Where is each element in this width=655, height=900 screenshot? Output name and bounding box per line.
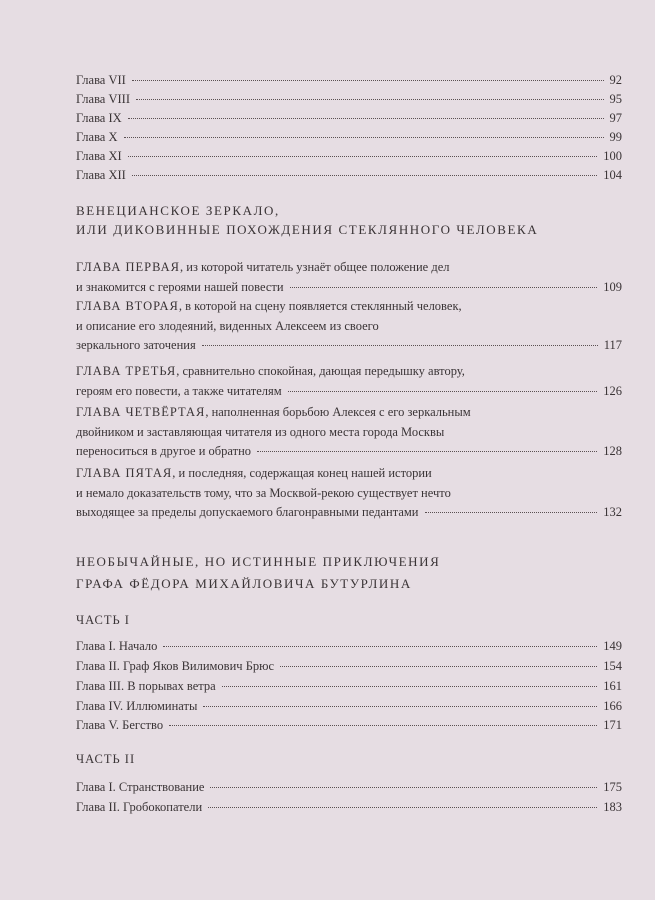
dot-leader xyxy=(203,705,597,707)
chapter-caps: ГЛАВА ЧЕТВЁРТАЯ xyxy=(76,405,206,419)
chapter-caps: ГЛАВА ВТОРАЯ xyxy=(76,299,179,313)
toc-entry xyxy=(76,464,622,523)
dot-leader xyxy=(210,786,597,788)
dot-leader xyxy=(132,174,597,176)
dot-leader xyxy=(163,645,597,647)
dot-leader xyxy=(222,685,598,687)
toc-line xyxy=(76,716,622,735)
toc-line xyxy=(76,109,622,128)
page-number: 175 xyxy=(603,780,622,794)
dot-leader xyxy=(136,98,604,100)
page-number: 161 xyxy=(603,679,622,693)
section-title: ВЕНЕЦИАНСКОЕ ЗЕРКАЛО, xyxy=(76,203,280,218)
toc-line xyxy=(76,166,622,185)
dot-leader xyxy=(128,117,604,119)
dot-leader xyxy=(425,511,598,513)
chapter-title: Глава VII xyxy=(76,73,126,87)
dot-leader xyxy=(124,136,604,138)
toc-entry xyxy=(76,297,622,356)
dot-leader xyxy=(257,450,597,452)
chapter-title: Глава IV. Иллюминаты xyxy=(76,699,198,713)
page-number: 99 xyxy=(609,130,622,144)
toc-entry xyxy=(76,403,622,462)
page-number: 171 xyxy=(603,718,622,732)
page-number: 117 xyxy=(603,338,622,352)
page-number: 104 xyxy=(603,168,622,182)
toc-line xyxy=(76,677,622,696)
chapter-title: Глава XI xyxy=(76,149,122,163)
chapter-desc: и немало доказательств тому, что за Москвой-рекою существует нечто xyxy=(76,485,451,500)
dot-leader xyxy=(280,665,597,667)
toc-line xyxy=(76,697,622,716)
section-subtitle: ИЛИ ДИКОВИННЫЕ ПОХОЖДЕНИЯ СТЕКЛЯННОГО ЧЕЛОВЕКА xyxy=(76,222,539,237)
chapter-desc: , и последняя, содержащая конец нашей истории xyxy=(172,466,432,480)
dot-leader xyxy=(169,724,597,726)
page-number: 97 xyxy=(609,111,622,125)
chapter-desc: зеркального заточения xyxy=(76,338,196,352)
chapter-desc: героям его повести, а также читателям xyxy=(76,383,282,398)
chapter-desc: выходящее за пределы допускаемого благонравными педантами xyxy=(76,505,419,519)
chapter-desc: , наполненная борьбою Алексея с его зеркальным xyxy=(205,405,471,419)
chapter-caps: ГЛАВА ПЕРВАЯ xyxy=(76,260,181,274)
toc-entry xyxy=(76,362,622,401)
toc-line xyxy=(76,147,622,166)
dot-leader xyxy=(208,806,597,808)
dot-leader xyxy=(202,344,598,346)
toc-entry xyxy=(76,258,622,297)
section-subtitle: ГРАФА ФЁДОРА МИХАЙЛОВИЧА БУТУРЛИНА xyxy=(76,576,412,591)
chapter-caps: ГЛАВА ПЯТАЯ xyxy=(76,466,173,480)
page-number: 92 xyxy=(609,73,622,87)
page-number: 95 xyxy=(609,92,622,106)
dot-leader xyxy=(128,155,598,157)
toc-line xyxy=(76,798,622,817)
page-number: 149 xyxy=(603,639,622,653)
chapter-title: Глава I. Начало xyxy=(76,639,158,653)
page-number: 109 xyxy=(603,279,622,294)
toc-line xyxy=(76,637,622,656)
chapter-title: Глава V. Бегство xyxy=(76,718,164,732)
page-number: 183 xyxy=(603,800,622,814)
toc-line xyxy=(76,71,622,90)
chapter-title: Глава X xyxy=(76,130,118,144)
toc-line xyxy=(76,657,622,676)
dot-leader xyxy=(132,79,604,81)
chapter-desc: двойником и заставляющая читателя из одного места города Москвы xyxy=(76,424,445,439)
dot-leader xyxy=(288,390,598,392)
page-number: 128 xyxy=(603,444,622,458)
chapter-title: Глава IX xyxy=(76,111,122,125)
chapter-desc: , в которой на сцену появляется стеклянный человек, xyxy=(178,299,462,313)
chapter-desc: и описание его злодеяний, виденных Алексеем из своего xyxy=(76,318,379,333)
chapter-desc: и знакомится с героями нашей повести xyxy=(76,279,284,294)
chapter-title: Глава III. В порывах ветра xyxy=(76,679,216,693)
dot-leader xyxy=(290,286,598,288)
chapter-caps: ГЛАВА ТРЕТЬЯ xyxy=(76,364,177,378)
chapter-title: Глава I. Странствование xyxy=(76,780,205,794)
page-number: 166 xyxy=(603,699,622,713)
toc-line xyxy=(76,90,622,109)
page-number: 154 xyxy=(603,659,622,673)
chapter-title: Глава II. Гробокопатели xyxy=(76,800,203,814)
chapter-title: Глава VIII xyxy=(76,92,130,106)
page-number: 126 xyxy=(603,383,622,398)
chapter-title: Глава XII xyxy=(76,168,126,182)
chapter-desc: переноситься в другое и обратно xyxy=(76,444,252,458)
chapter-desc: , сравнительно спокойная, дающая передышку автору, xyxy=(176,364,465,378)
toc-line xyxy=(76,128,622,147)
part-label: ЧАСТЬ I xyxy=(76,613,130,627)
section-title: НЕОБЫЧАЙНЫЕ, НО ИСТИННЫЕ ПРИКЛЮЧЕНИЯ xyxy=(76,554,441,569)
chapter-title: Глава II. Граф Яков Вилимович Брюс xyxy=(76,659,275,673)
chapter-desc: , из которой читатель узнаёт общее положение дел xyxy=(180,260,450,274)
part-label: ЧАСТЬ II xyxy=(76,752,136,766)
page-number: 132 xyxy=(603,505,622,519)
toc-line xyxy=(76,778,622,797)
page-number: 100 xyxy=(603,149,622,163)
